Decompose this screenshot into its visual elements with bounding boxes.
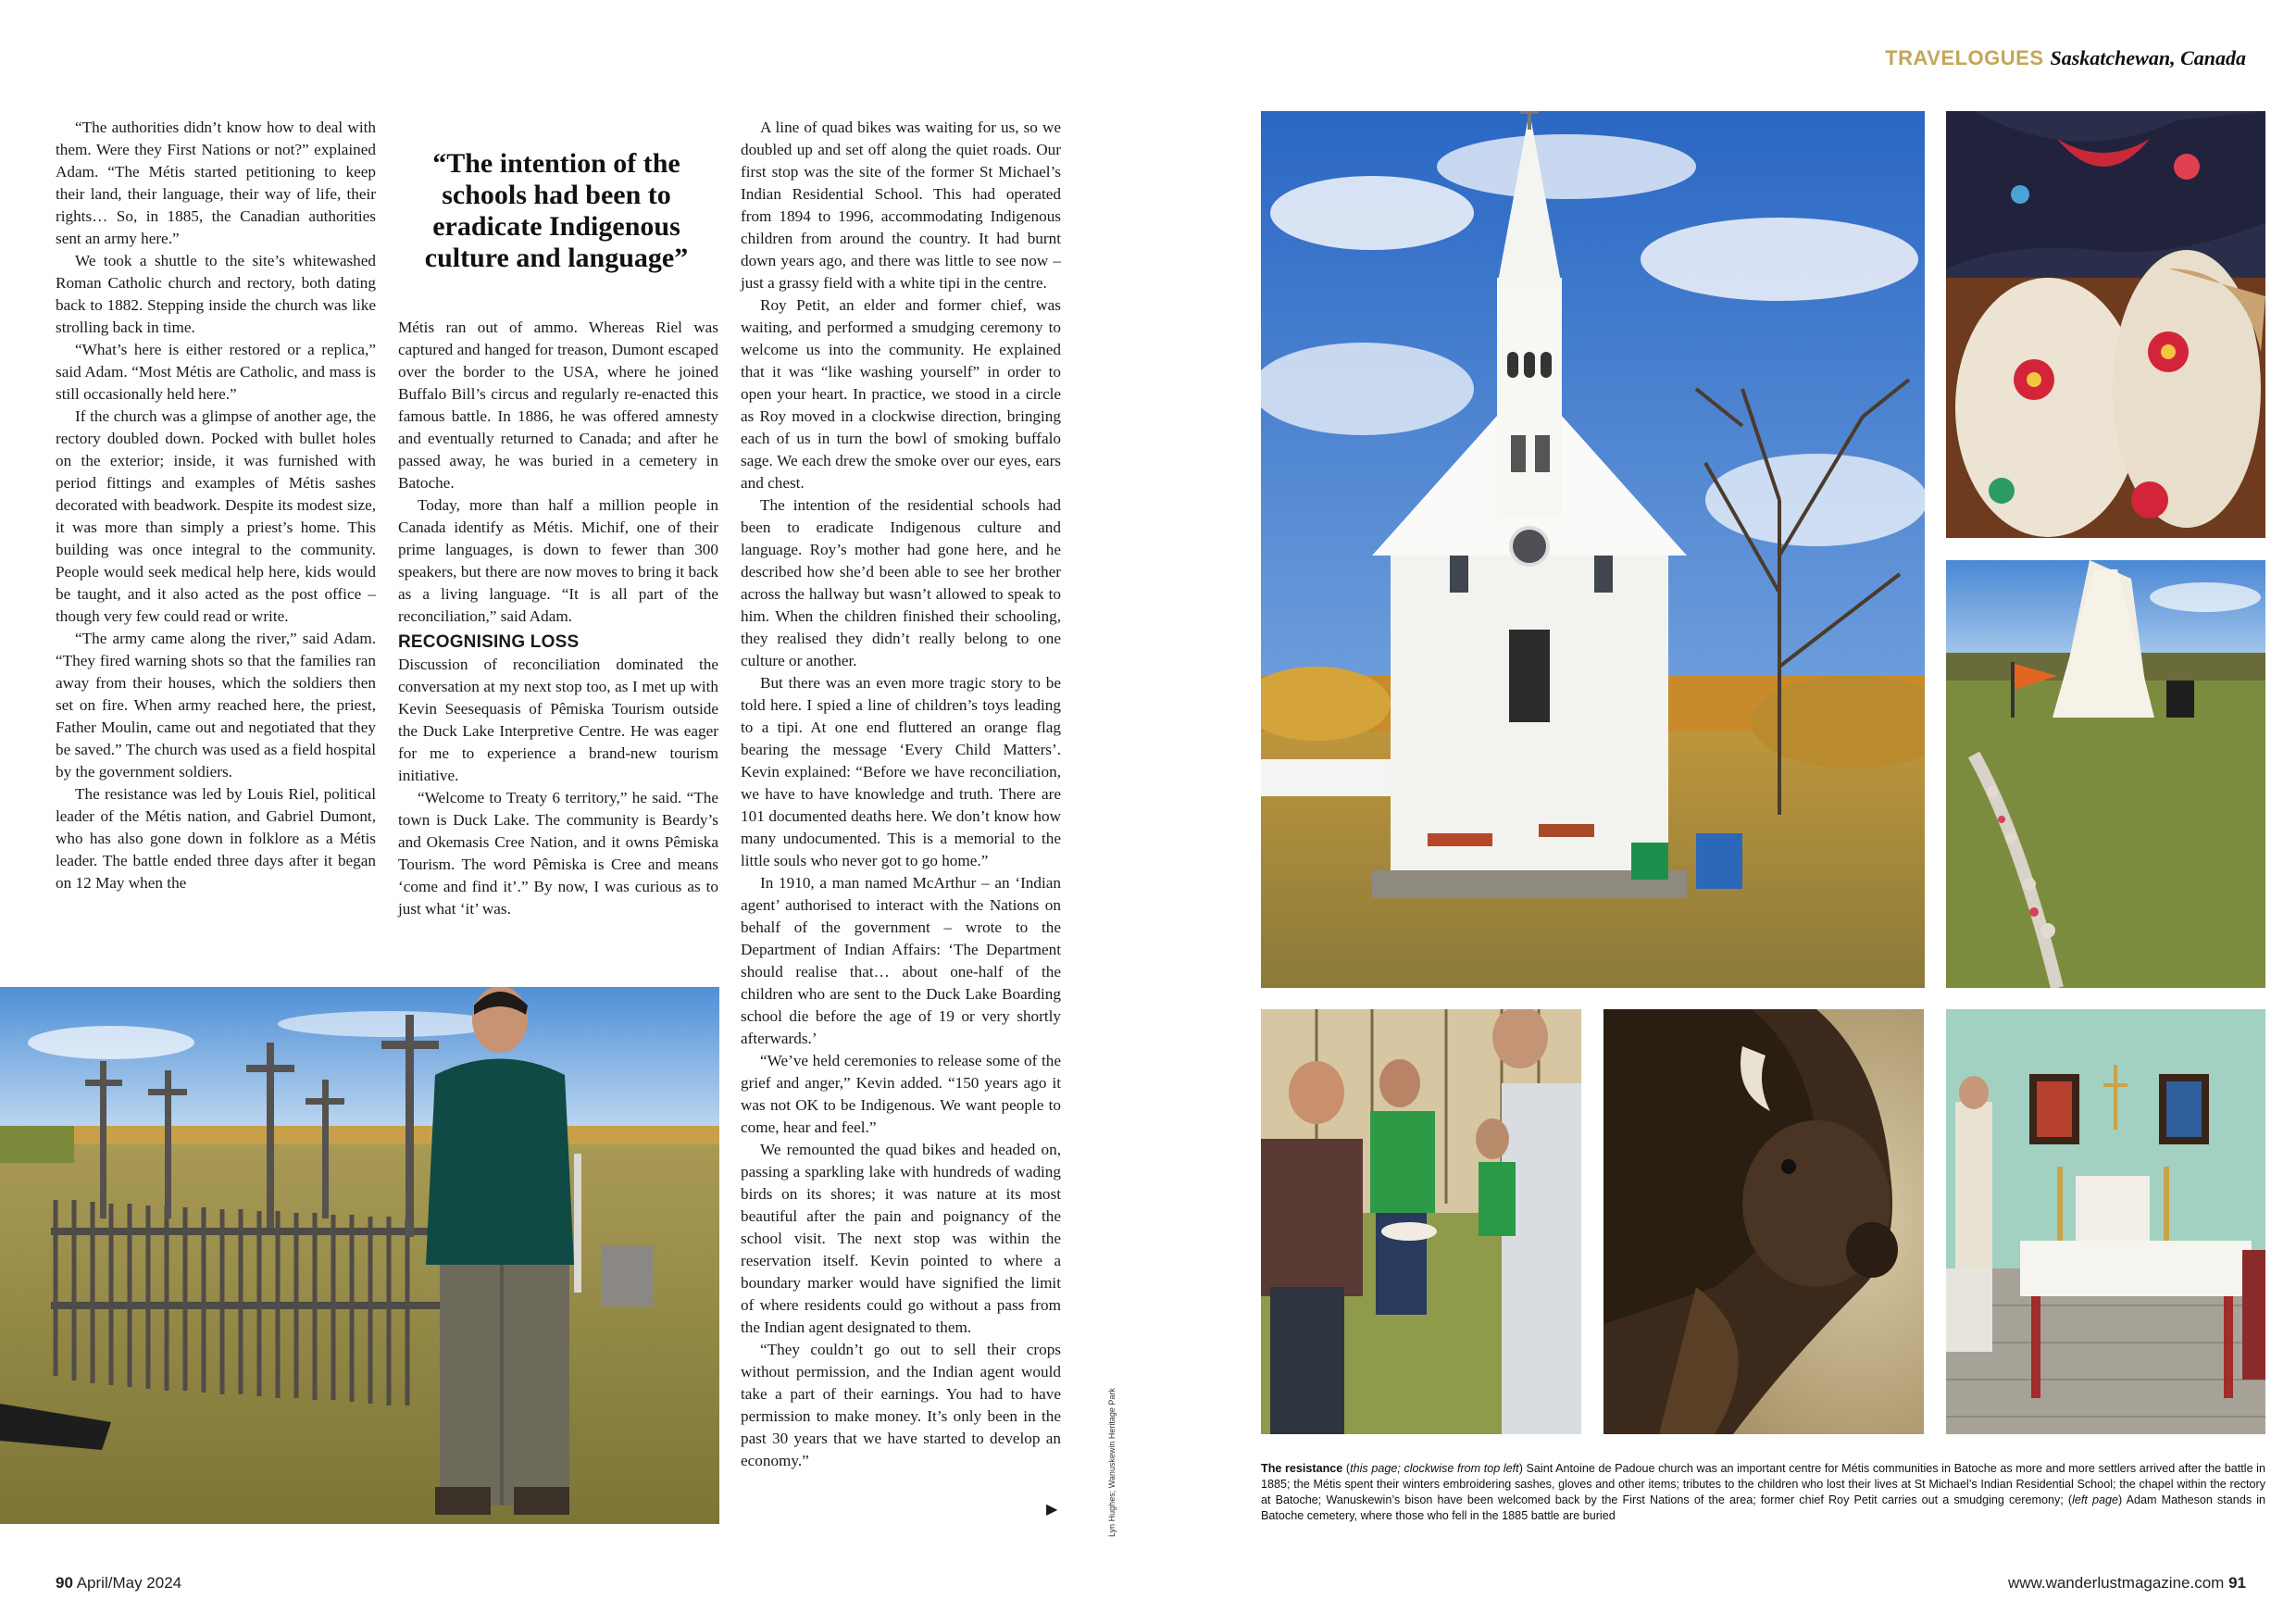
paragraph: “The authorities didn’t know how to deal with them. Were they First Nations or not?” explained Adam. “The Métis started petitioning to keep their land, their language, their way of life, their rights… So, in 1885, the Canadian authorities sent an army here.” — [56, 119, 376, 247]
website-url: www.wanderlustmagazine.com — [2007, 1574, 2225, 1592]
caption-intro: this page; clockwise from top left — [1350, 1462, 1519, 1475]
paragraph: A line of quad bikes was waiting for us, so we doubled up and set off along the quiet roads. Our first stop was the site of the former St Michael’s Indian Residential School. This had operated from 1894 to 1996, accommodating Indigenous children from around the country. It had burnt down years ago, and there was little to see now – just a grassy field with a white tipi in the centre. — [741, 119, 1061, 292]
paragraph: “We’ve held ceremonies to release some of the grief and anger,” Kevin added. “150 years ago it was not OK to be Indigenous. We want people to come, hear and feel.” — [741, 1052, 1061, 1136]
bison-photo — [1603, 1009, 1924, 1434]
footer-right — [2008, 1574, 2246, 1593]
paragraph: Métis ran out of ammo. Whereas Riel was captured and hanged for treason, Dumont escaped over the border to the USA, where he joined Buffalo Bill’s circus and regularly re-enacted this famous battle. In 1886, he was offered amnesty and eventually returned to Canada; and after he passed away, he was buried in a cemetery in Batoche. — [398, 319, 718, 492]
paragraph: The intention of the residential schools had been to eradicate Indigenous culture and language. Roy’s mother had gone here, and he described how she’d been able to see her brother across the hallway but wasn’t allowed to speak to him. When the children finished their schooling, they realised they didn’t really belong to one culture or another. — [741, 496, 1061, 669]
issue-date: April/May 2024 — [76, 1574, 182, 1592]
section-label: TRAVELOGUES — [1885, 46, 2044, 69]
tipi-photo — [1946, 560, 2265, 988]
paragraph: If the church was a glimpse of another age, the rectory doubled down. Pocked with bullet holes on the exterior; inside, it was furnished with period fittings and examples of Métis sashes decorated with beadwork. Despite its modest size, it was more than simply a priest’s home. This building was once integral to the community. People would seek medical help here, kids would be taught, and it also acted as the post office – though very few could read or write. — [56, 407, 376, 625]
smudging-photo — [1261, 1009, 1581, 1434]
section-header — [1885, 46, 2246, 70]
paragraph: “The army came along the river,” said Adam. “They fired warning shots so that the families ran away from their houses, which the soldiers then set on fire. When army reached here, the priest, Father Moulin, came out and negotiated that they be saved.” The church was used as a field hospital by the government soldiers. — [56, 630, 376, 781]
mittens-photo — [1946, 111, 2265, 538]
continue-arrow: ▶ — [1046, 1500, 1058, 1518]
church-photo — [1261, 111, 1925, 988]
caption-left-label: left page — [2072, 1493, 2119, 1506]
subheading: RECOGNISING LOSS — [398, 632, 580, 652]
footer-left — [56, 1574, 181, 1593]
paragraph: “They couldn’t go out to sell their crops without permission, and the Indian agent would take a part of their earnings. You had to have permission to make money. It’s only been in the past 30 years that we have started to develop an economy.” — [741, 1341, 1061, 1469]
cemetery-photo — [0, 987, 719, 1524]
page-number-right: 91 — [2228, 1574, 2246, 1592]
photo-credit: Lyn Hughes; Wanuskewin Heritage Park — [1107, 1388, 1117, 1537]
paragraph: The resistance was led by Louis Riel, political leader of the Métis nation, and Gabriel Dumont, who has also gone down in folklore as a Métis leader. The battle ended three days after it began on 12 May when the — [56, 785, 376, 892]
page-number-left: 90 — [56, 1574, 73, 1592]
pull-quote: “The intention of the schools had been to eradicate Indigenous culture and language” — [424, 148, 689, 273]
article-column-2 — [398, 317, 718, 920]
paragraph: Roy Petit, an elder and former chief, was waiting, and performed a smudging ceremony to welcome us into the community. He explained that it was “like washing yourself” in order to open your heart. In practice, we stood in a circle as Roy moved in a clockwise direction, bringing each of us in turn the bowl of smoking buffalo sage. We each drew the smoke over our eyes, ears and chest. — [741, 296, 1061, 492]
chapel-photo — [1946, 1009, 2265, 1434]
caption-title: The resistance — [1261, 1462, 1343, 1475]
photo-caption: The resistance (this page; clockwise from top left) Saint Antoine de Padoue church was an important centre for Métis communities in Batoche as more and more settlers arrived after the battle in 1885; the Métis spent their winters embroidering sashes, gloves and other items; tributes to the children who lost their lives at St Michael’s Indian Residential School; the chapel within the rectory at Batoche; Wanuskewin’s bison have been welcomed back by the First Nations of the area; former chief Roy Petit carries out a smudging ceremony; (left page) Adam Matheson stands in Batoche cemetery, where those who fell in the 1885 battle are buried — [1261, 1462, 2266, 1522]
paragraph: We remounted the quad bikes and headed on, passing a sparkling lake with hundreds of wading birds on its shores; it was nature at its most beautiful after the pain and poignancy of the school visit. The next stop was within the reservation itself. Kevin pointed to where a boundary marker would have signified the limit of where residents could go without a pass from the Indian agent designated to them. — [741, 1141, 1061, 1336]
paragraph: “Welcome to Treaty 6 territory,” he said. “The town is Duck Lake. The community is Beardy’s and Okemasis Cree Nation, and it owns Pêmiska Tourism. The word Pêmiska is Cree and means ‘come and find it’.” By now, I was curious as to just what ‘it’ was. — [398, 789, 718, 918]
caption-left-body: Adam Matheson stands in Batoche cemetery, where those who fell in the 1885 battle are buried — [1261, 1493, 2266, 1522]
paragraph: Discussion of reconciliation dominated the conversation at my next stop too, as I met up with Kevin Seesequasis of Pêmiska Tourism outside the Duck Lake Interpretive Centre. He was eager for me to experience a brand-new tourism initiative. — [398, 656, 718, 784]
caption-body: Saint Antoine de Padoue church was an important centre for Métis communities in Batoche as more and more settlers arrived after the battle in 1885; the Métis spent their winters embroidering sashes, gloves and other items; tributes to the children who lost their lives at St Michael’s Indian Residential School; the chapel within the rectory at Batoche; Wanuskewin’s bison have been welcomed back by the First Nations of the area; former chief Roy Petit carries out a smudging ceremony; — [1261, 1462, 2265, 1506]
article-column-1 — [56, 117, 376, 894]
paragraph: But there was an even more tragic story to be told here. I spied a line of children’s toys leading to a tipi. At one end fluttered an orange flag bearing the message ‘Every Child Matters’. Kevin explained: “Before we have reconciliation, we have to have knowledge and truth. There are 101 documented deaths here. We don’t know how many undocumented. This is a memorial to the little souls who never got to go home.” — [741, 674, 1061, 869]
paragraph: Today, more than half a million people in Canada identify as Métis. Michif, one of their prime languages, is down to fewer than 300 speakers, but there are now moves to bring it back as a living language. “It is all part of the reconciliation,” said Adam. — [398, 496, 718, 625]
paragraph: In 1910, a man named McArthur – an ‘Indian agent’ authorised to interact with the Nations on behalf of the government – wrote to the Department of Indian Affairs: ‘The Department should realise that… about one-half of the children who are sent to the Duck Lake Boarding school die before the age of 19 or very shortly afterwards.’ — [741, 874, 1061, 1047]
paragraph: “What’s here is either restored or a replica,” said Adam. “Most Métis are Catholic, and mass is still occasionally held here.” — [56, 341, 376, 403]
section-location: Saskatchewan, Canada — [2050, 46, 2246, 69]
paragraph: We took a shuttle to the site’s whitewashed Roman Catholic church and rectory, both dating back to 1882. Stepping inside the church was like strolling back in time. — [56, 252, 376, 336]
article-column-3 — [741, 117, 1061, 1472]
